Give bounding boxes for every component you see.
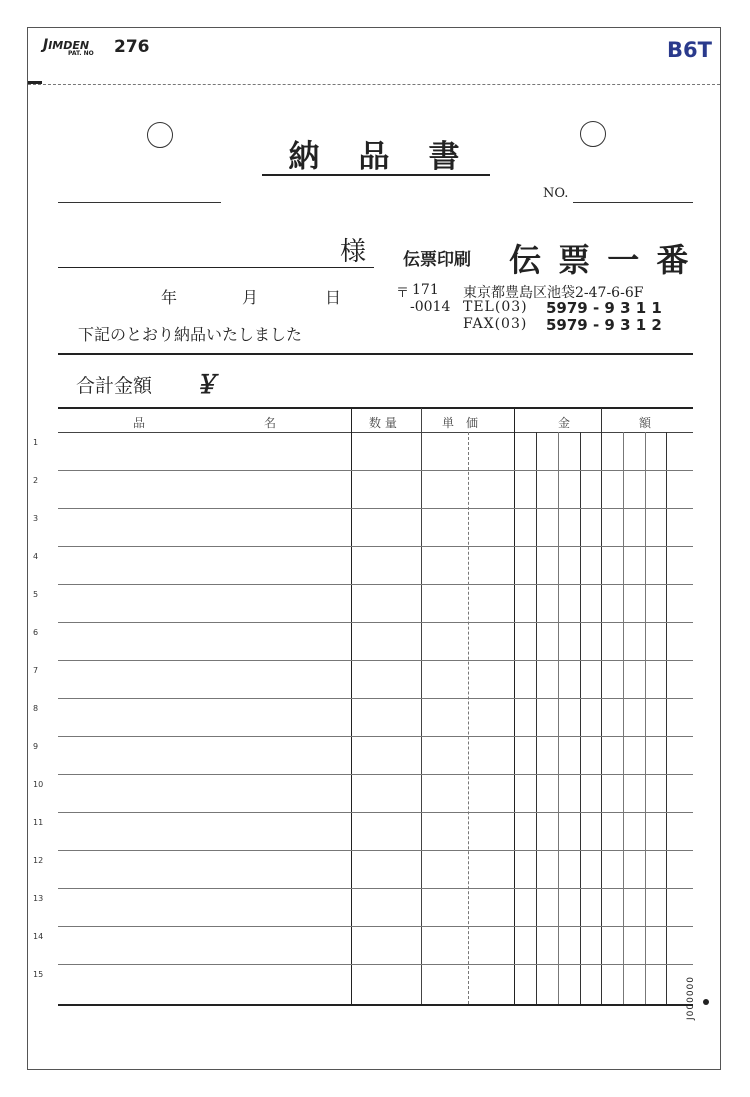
company-address: 東京都豊島区池袋2-47-6-6F — [463, 285, 644, 301]
serial-dot-icon — [703, 999, 709, 1005]
tel-number: 5979 - 9 3 1 1 — [546, 299, 662, 317]
perforation-tab — [28, 81, 42, 84]
row-rule — [58, 850, 693, 851]
delivery-slip-sheet — [27, 27, 721, 1070]
row-rule — [58, 812, 693, 813]
row-rule — [58, 660, 693, 661]
header-amount-b: 額 — [639, 416, 652, 430]
row-number: 13 — [33, 894, 44, 903]
model-number: 276 — [114, 37, 150, 57]
row-rule — [58, 584, 693, 585]
yen-icon: ￥ — [193, 370, 219, 399]
amount-digit-2 — [558, 432, 559, 1004]
row-number: 11 — [33, 818, 44, 827]
row-number: 4 — [33, 552, 39, 561]
tel-label: TEL(03) — [463, 299, 528, 315]
row-number: 2 — [33, 476, 39, 485]
row-rule — [58, 736, 693, 737]
postal-mark: 〒 — [396, 286, 410, 301]
row-number: 6 — [33, 628, 39, 637]
amount-digit-1 — [536, 432, 537, 1004]
row-number: 7 — [33, 666, 39, 675]
table-header-rule — [58, 432, 693, 433]
header-quantity: 数 量 — [369, 416, 397, 430]
row-number: 3 — [33, 514, 39, 523]
col-divider-price — [514, 408, 515, 1004]
col-divider-item — [351, 408, 352, 1004]
row-number: 14 — [33, 932, 44, 941]
row-number: 5 — [33, 590, 39, 599]
total-label: 合計金額 — [76, 375, 153, 397]
recipient-subline — [58, 202, 221, 203]
col-divider-quantity — [421, 408, 422, 1004]
table-top-rule — [58, 407, 693, 409]
table-bottom-rule — [58, 1004, 693, 1006]
honorific: 様 — [340, 237, 367, 267]
postal-code-1: 171 — [412, 282, 439, 298]
total-top-rule — [58, 353, 693, 355]
row-number: 10 — [33, 780, 44, 789]
company-tagline: 伝票印刷 — [403, 250, 471, 270]
amount-digit-7 — [666, 432, 667, 1004]
col-divider-price-dashed — [468, 432, 469, 1004]
row-number: 15 — [33, 970, 44, 979]
patent-label: PAT. NO — [68, 50, 94, 57]
amount-digit-4 — [601, 408, 602, 1004]
amount-digit-6 — [645, 432, 646, 1004]
brand-logo: JIMDEN — [43, 37, 90, 53]
perforation-line — [28, 84, 720, 85]
row-rule — [58, 964, 693, 965]
row-number: 9 — [33, 742, 39, 751]
row-rule — [58, 774, 693, 775]
row-number: 8 — [33, 704, 39, 713]
header-amount-a: 金 — [558, 416, 571, 430]
number-field-line — [573, 202, 693, 203]
company-name: 伝 票 一 番 — [509, 241, 692, 279]
size-code: B6T — [667, 38, 712, 62]
date-year: 年 — [161, 288, 178, 307]
header-item-b: 名 — [264, 416, 277, 430]
date-day: 日 — [325, 288, 342, 307]
row-rule — [58, 926, 693, 927]
form-title: 納 品 書 — [288, 139, 464, 175]
row-rule — [58, 508, 693, 509]
row-rule — [58, 698, 693, 699]
header-item-a: 品 — [133, 416, 146, 430]
postal-code-2: -0014 — [410, 299, 451, 315]
delivery-notice: 下記のとおり納品いたしました — [78, 325, 303, 344]
binder-hole-right — [580, 121, 606, 147]
title-underline — [262, 174, 490, 176]
row-rule — [58, 622, 693, 623]
binder-hole-left — [147, 122, 173, 148]
row-number: 12 — [33, 856, 44, 865]
row-rule — [58, 470, 693, 471]
fax-number: 5979 - 9 3 1 2 — [546, 316, 662, 334]
header-unit-price: 単 価 — [442, 416, 479, 430]
row-number: 1 — [33, 438, 39, 447]
date-month: 月 — [242, 288, 259, 307]
amount-digit-3 — [580, 432, 581, 1004]
row-rule — [58, 546, 693, 547]
serial-number: J000000 — [686, 975, 696, 1020]
number-label: NO. — [543, 186, 569, 201]
fax-label: FAX(03) — [463, 316, 528, 332]
amount-digit-5 — [623, 432, 624, 1004]
recipient-line — [58, 267, 374, 268]
row-rule — [58, 888, 693, 889]
